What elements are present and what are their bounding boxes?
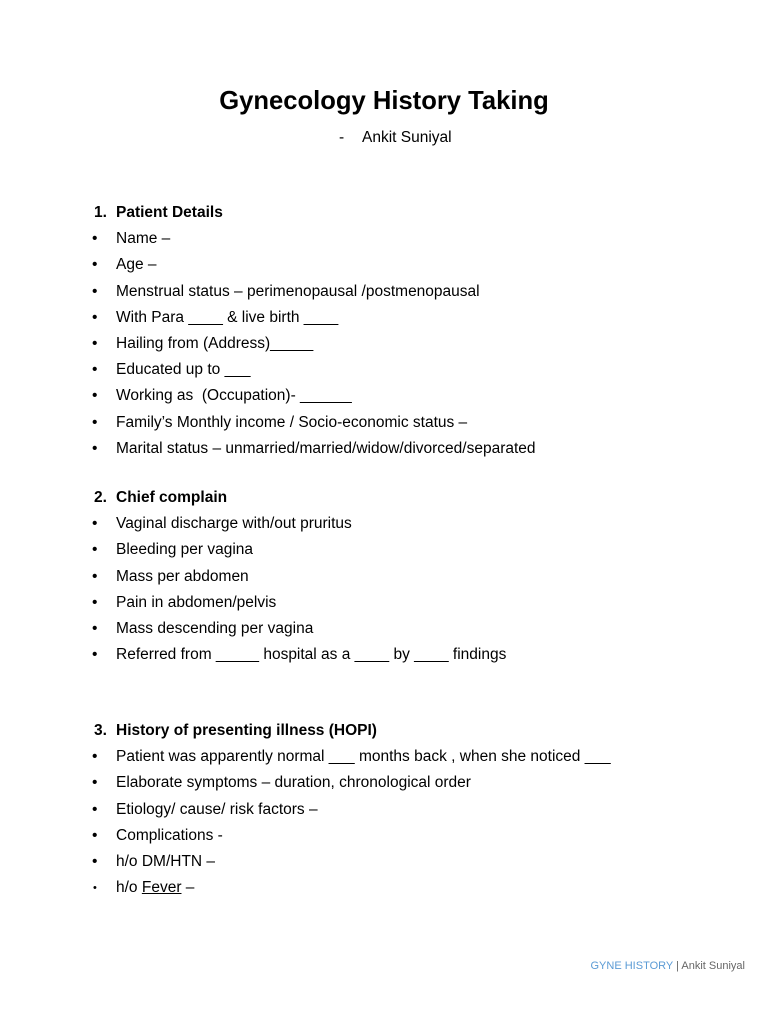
- bullet-marker: •: [92, 439, 98, 457]
- underlined-term: Fever: [141, 879, 182, 897]
- section-number: 1.: [94, 204, 107, 222]
- item-prefix: h/o: [116, 879, 142, 897]
- list-item: [0, 642, 768, 668]
- bullet-marker: •: [92, 646, 98, 664]
- list-item-text: [116, 875, 194, 901]
- list-item-text: Working as (Occupation)- ______: [116, 387, 352, 405]
- list-item: [0, 331, 768, 357]
- list-item: [0, 305, 768, 331]
- section-heading: Patient Details: [116, 204, 223, 222]
- footer-author: Ankit Suniyal: [681, 960, 745, 972]
- list-item-text: Marital status – unmarried/married/widow/divorced/separated: [116, 439, 536, 457]
- bullet-marker: •: [92, 620, 98, 638]
- list-item: [0, 436, 768, 462]
- list-item-text: Referred from _____ hospital as a ____ by ____ findings: [116, 646, 507, 664]
- list-item: [0, 279, 768, 305]
- page-footer: [591, 959, 746, 973]
- list-item-text: Age –: [116, 256, 157, 274]
- list-item: [0, 823, 768, 849]
- bullet-marker: •: [92, 387, 98, 405]
- list-item-text: Elaborate symptoms – duration, chronological order: [116, 774, 471, 792]
- list-item-text: With Para ____ & live birth ____: [116, 308, 339, 326]
- list-item-text: Mass descending per vagina: [116, 620, 314, 638]
- section-heading: History of presenting illness (HOPI): [116, 722, 377, 740]
- list-item-text: Bleeding per vagina: [116, 541, 254, 559]
- list-item: [0, 537, 768, 563]
- list-item: [0, 849, 768, 875]
- author-dash: -: [339, 129, 345, 146]
- bullet-marker: •: [92, 774, 98, 792]
- list-item-text: h/o DM/HTN –: [116, 853, 216, 871]
- section-number: 3.: [94, 722, 107, 740]
- list-item: [0, 744, 768, 770]
- list-item-text: Family’s Monthly income / Socio-economic status –: [116, 413, 468, 431]
- document-title: Gynecology History Taking: [219, 87, 549, 115]
- section-patient-details: [0, 200, 768, 462]
- list-item-text: Patient was apparently normal ___ months back , when she noticed ___: [116, 748, 611, 766]
- footer-title: GYNE HISTORY: [590, 960, 674, 972]
- section-heading-row: [0, 200, 768, 226]
- section-chief-complain: [0, 485, 768, 668]
- list-item: [0, 770, 768, 796]
- bullet-marker: •: [92, 853, 98, 871]
- bullet-marker: •: [92, 413, 98, 431]
- list-item-text: Hailing from (Address)_____: [116, 335, 314, 353]
- item-suffix: –: [181, 879, 195, 897]
- list-item: [0, 511, 768, 537]
- bullet-marker: •: [92, 515, 98, 533]
- section-number: 2.: [94, 489, 107, 507]
- bullet-marker: •: [92, 335, 98, 353]
- list-item: [0, 616, 768, 642]
- list-item: [0, 410, 768, 436]
- list-item-text: Pain in abdomen/pelvis: [116, 593, 277, 611]
- bullet-marker: •: [92, 593, 98, 611]
- list-item-text: Complications -: [116, 826, 223, 844]
- bullet-marker: •: [92, 282, 98, 300]
- list-item: [0, 357, 768, 383]
- list-item-text: Mass per abdomen: [116, 567, 249, 585]
- bullet-marker: •: [92, 567, 98, 585]
- bullet-marker: •: [93, 882, 97, 895]
- section-heading-row: [0, 485, 768, 511]
- list-item-text: Vaginal discharge with/out pruritus: [116, 515, 352, 533]
- list-item-text: Educated up to ___: [116, 361, 251, 379]
- list-item: [0, 797, 768, 823]
- section-hopi: [0, 718, 768, 901]
- bullet-marker: •: [92, 800, 98, 818]
- bullet-marker: •: [92, 308, 98, 326]
- list-item: [0, 383, 768, 409]
- bullet-marker: •: [92, 748, 98, 766]
- list-item-text: Etiology/ cause/ risk factors –: [116, 800, 318, 818]
- bullet-marker: •: [92, 361, 98, 379]
- bullet-marker: •: [92, 541, 98, 559]
- section-heading: Chief complain: [116, 489, 228, 507]
- list-item-text: Name –: [116, 230, 171, 248]
- author-name: Ankit Suniyal: [362, 129, 452, 146]
- list-item-text: Menstrual status – perimenopausal /postmenopausal: [116, 282, 480, 300]
- list-item: [0, 875, 768, 901]
- section-heading-row: [0, 718, 768, 744]
- bullet-marker: •: [92, 230, 98, 248]
- footer-separator: |: [676, 960, 679, 972]
- list-item: [0, 564, 768, 590]
- list-item: [0, 226, 768, 252]
- list-item: [0, 590, 768, 616]
- bullet-marker: •: [92, 826, 98, 844]
- bullet-marker: •: [92, 256, 98, 274]
- list-item: [0, 252, 768, 278]
